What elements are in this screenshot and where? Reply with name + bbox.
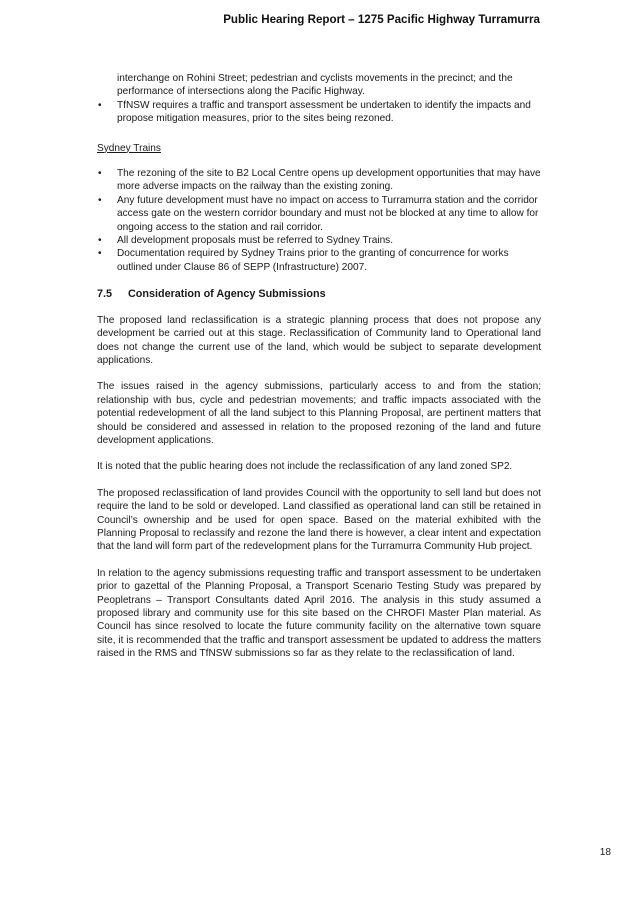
list-item (97, 247, 541, 274)
sydney-trains-bullet-list (97, 167, 541, 274)
continuation-text: interchange on Rohini Street; pedestrian and cyclists movements in the precinct; and the performance of intersections along the Pacific Highway. (117, 73, 513, 98)
bullet-icon: • (98, 99, 102, 111)
list-item-text: Any future development must have no impact on access to Turramurra station and the corridor access gate on the western corridor boundary and must not be blocked at any time to allow for ongoing access to the station and rail corridor. (117, 194, 539, 233)
list-item (97, 167, 541, 194)
bullet-icon: • (98, 235, 102, 247)
document-body (97, 72, 541, 674)
section-heading (97, 288, 541, 301)
page-number: 18 (599, 847, 611, 858)
list-item-text: All development proposals must be referred to Sydney Trains. (117, 235, 394, 247)
list-item (97, 194, 541, 234)
sydney-trains-heading: Sydney Trains (97, 142, 161, 154)
section-title: Consideration of Agency Submissions (128, 288, 326, 301)
paragraph: The proposed land reclassification is a strategic planning process that does not propose any development be carried out at this stage. Reclassification of Community land to Operational land does not change the current use of the land, which would be subject to separate development applications. (97, 314, 541, 366)
section-number: 7.5 (97, 288, 113, 301)
paragraph: The proposed reclassification of land provides Council with the opportunity to sell land but does not require the land to be sold or developed. Land classified as operational land can still be retained in Council’s ownership and be used for open space. Based on the material exhibited with the Planning Proposal to reclassify and rezone the land there is however, a clear intent and expectation that the land will form part of the redevelopment plans for the Turramurra Community Hub project. (97, 487, 541, 553)
paragraph: In relation to the agency submissions requesting traffic and transport assessment to be undertaken prior to gazettal of the Planning Proposal, a Transport Scenario Testing Study was prepared by Peopletrans – Transport Consultants dated April 2016. The analysis in this study assumed a proposed library and community use for this site based on the CHROFI Master Plan material. As Council has since resolved to locate the future community facility on the alternative town square site, it is recommended that the traffic and transport assessment be updated to address the matters raised in the RMS and TfNSW submissions so far as they relate to the reclassification of land. (97, 567, 541, 660)
paragraph: The issues raised in the agency submissions, particularly access to and from the station; relationship with bus, cycle and pedestrian movements; and traffic impacts associated with the potential redevelopment of all the land subject to this Planning Proposal, are pertinent matters that should be considered and assessed in relation to the proposed rezoning of the land and future development applications. (97, 381, 541, 446)
list-item-text: Documentation required by Sydney Trains prior to the granting of concurrence for works outlined under Clause 86 of SEPP (Infrastructure) 2007. (117, 248, 509, 273)
bullet-icon: • (98, 194, 102, 206)
list-item (97, 234, 541, 247)
page-header: Public Hearing Report – 1275 Pacific Highway Turramurra (223, 13, 540, 26)
bullet-icon: • (98, 248, 102, 260)
list-item-text: TfNSW requires a traffic and transport assessment be undertaken to identify the impacts and propose mitigation measures, prior to the sites being rezoned. (117, 99, 531, 125)
list-item (97, 99, 541, 126)
tfnsw-bullet-list (97, 99, 541, 126)
list-item-text: The rezoning of the site to B2 Local Centre opens up development opportunities that may have more adverse impacts on the railway than the existing zoning. (117, 168, 541, 193)
paragraph: It is noted that the public hearing does not include the reclassification of any land zoned SP2. (97, 461, 513, 473)
bullet-icon: • (98, 168, 102, 180)
